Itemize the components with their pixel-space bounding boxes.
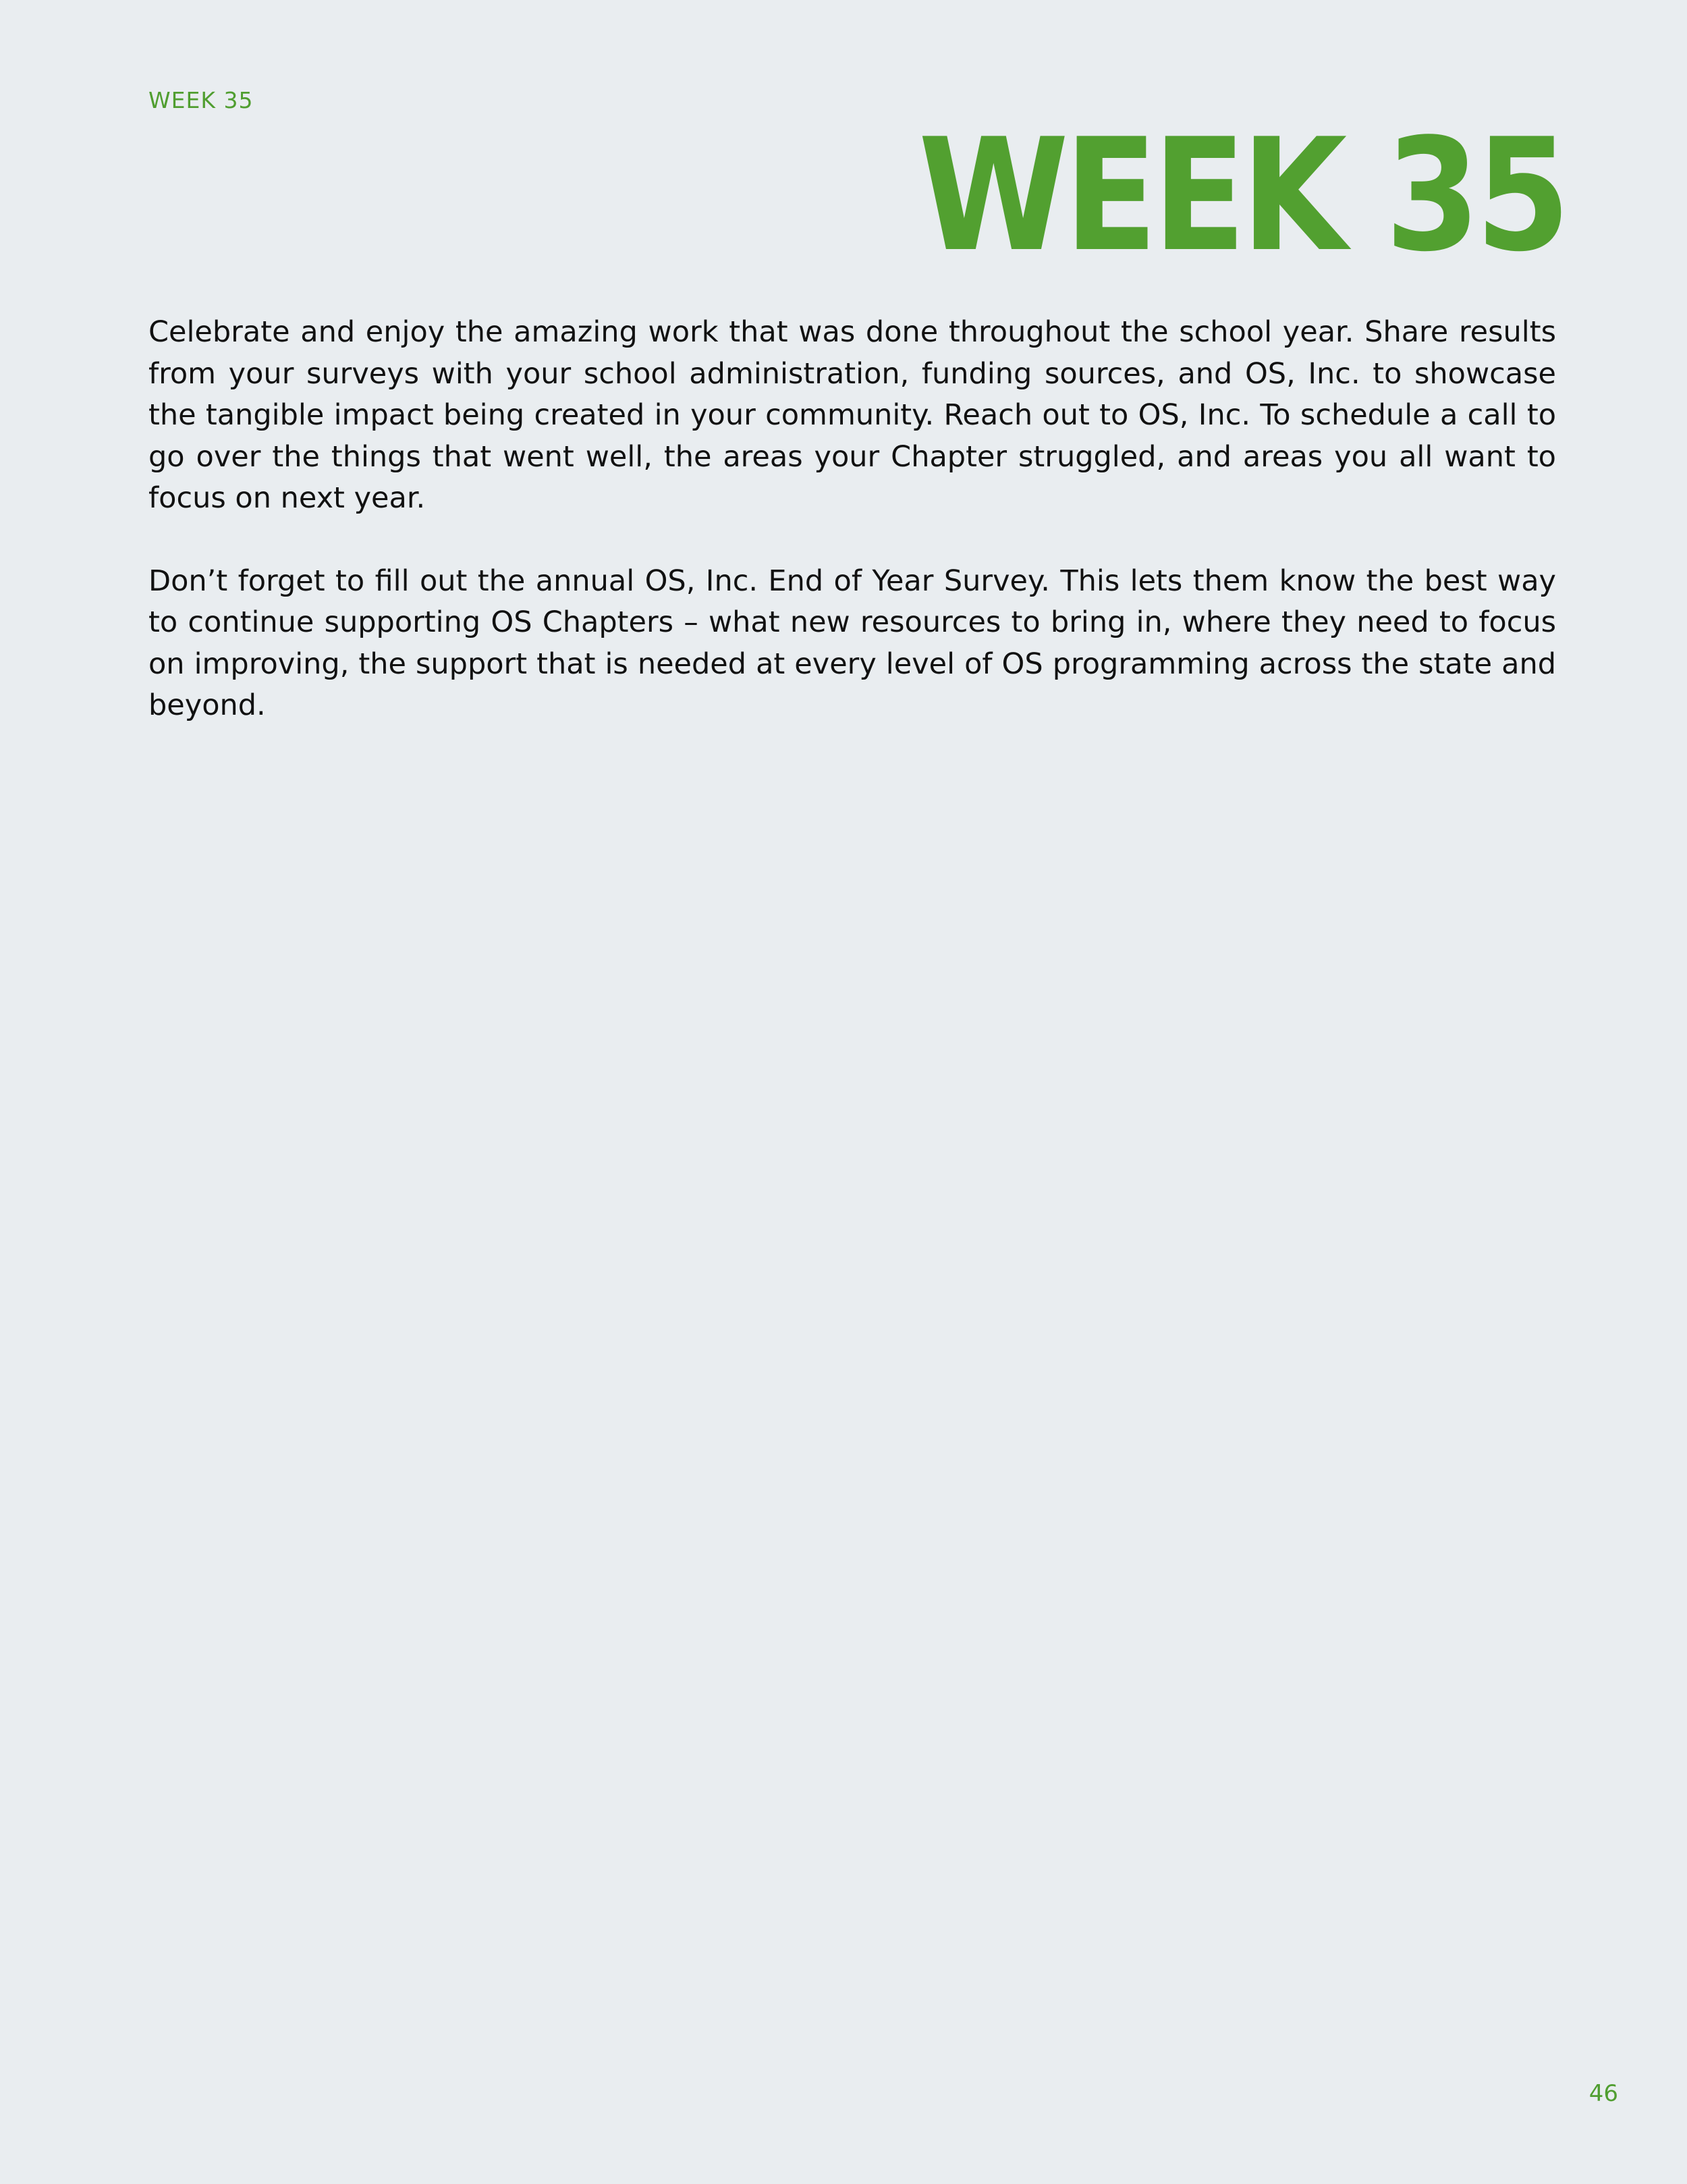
page-title: WEEK 35: [918, 106, 1566, 286]
running-header: WEEK 35: [148, 87, 254, 113]
body-text: [148, 312, 1556, 768]
paragraph-2: Don’t forget to fill out the annual OS, Inc. End of Year Survey. This lets them know the best way to continue supporting OS Chapters – what new resources to bring in, where they need to focus on improving, the support that is needed at every level of OS programming across the state and beyond.: [148, 564, 1556, 722]
paragraph-1: Celebrate and enjoy the amazing work that was done throughout the school year. Share results from your surveys with your school administration, funding sources, and OS, Inc. to showcase the tangible impact being created in your community. Reach out to OS, Inc. To schedule a call to go over the things that went well, the areas your Chapter struggled, and areas you all want to focus on next year.: [148, 315, 1556, 515]
page-number: 46: [1588, 2080, 1618, 2107]
